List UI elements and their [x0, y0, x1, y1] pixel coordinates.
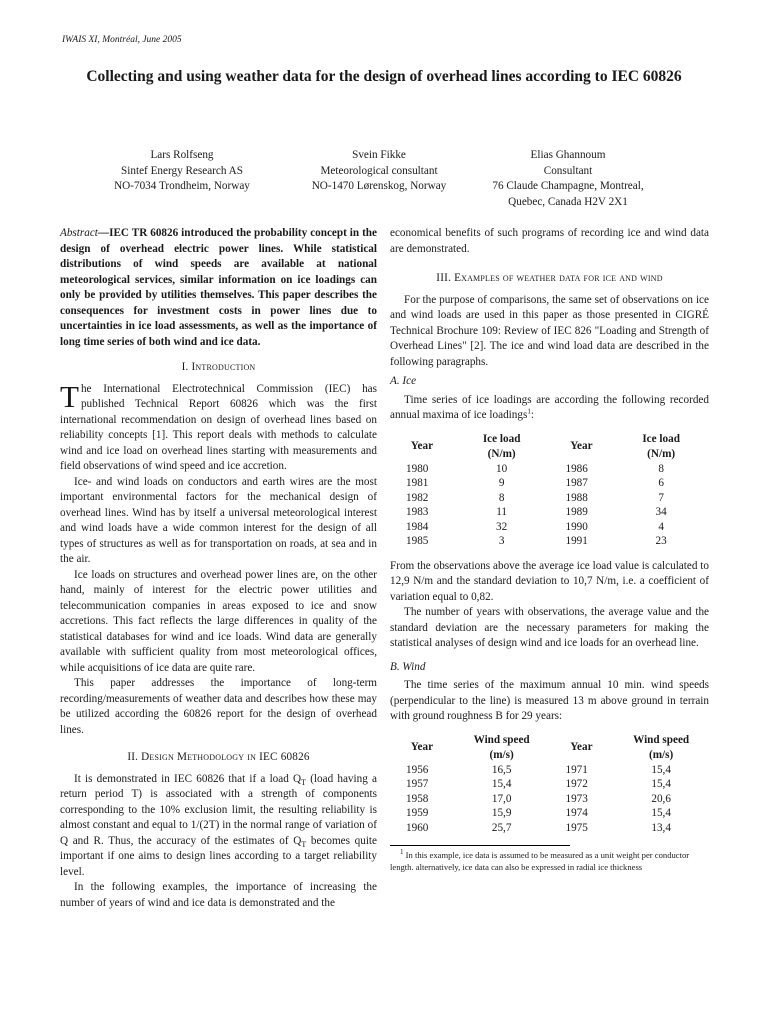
- subscript: T: [301, 777, 306, 787]
- section-heading-examples: III. Examples of weather data for ice and wind: [436, 272, 663, 284]
- year-cell: 1991: [565, 535, 588, 547]
- table-header: Ice load (N/m): [482, 432, 521, 460]
- year-cell: 1982: [406, 491, 429, 504]
- text-run: (load having a return period T) is associated with a strength of components corresponding to the 10% exclusion limit, the resulting reliability is almost constant and equal to 1/(2T) in the normal range of variation of Q and R. Thus, the accuracy of the estimates of Q: [60, 772, 377, 847]
- right-column: [390, 226, 709, 873]
- examples-paragraph: For the purpose of comparisons, the same set of observations on ice and wind loads are used in this paper as those presented in CIGRÉ Technical Brochure 109: Review of IEC 826 "Loading and Strength of Overhead Lines" [2]. The ice and wind load data are described in the following paragraphs.: [390, 293, 709, 368]
- author-name: Elias Ghannoum: [530, 149, 606, 161]
- year-cell: 1959: [406, 807, 429, 819]
- value-cell: 8: [498, 491, 505, 504]
- author-block-1: [92, 148, 272, 195]
- value-cell: 15,4: [651, 807, 671, 819]
- value-cell: 15,4: [651, 778, 671, 790]
- year-cell: 1981: [406, 477, 429, 489]
- author-affiliation: Sintef Energy Research AS: [121, 164, 243, 177]
- author-address: NO-7034 Trondheim, Norway: [114, 180, 250, 192]
- footnote-rule: [390, 845, 570, 846]
- value-cell: 10: [496, 462, 508, 475]
- paper-title: Collecting and using weather data for the design of overhead lines according to IEC 60826: [86, 68, 682, 85]
- year-cell: 1974: [565, 807, 588, 819]
- year-cell: 1972: [565, 778, 588, 790]
- footnote-mark: 1: [400, 848, 404, 857]
- author-affiliation: Meteorological consultant: [320, 164, 438, 177]
- table-header: Year: [570, 440, 593, 452]
- table-row: [390, 491, 709, 506]
- subsection-heading-ice: A. Ice: [390, 375, 417, 387]
- intro-paragraph-1: [60, 378, 377, 475]
- year-cell: 1983: [406, 506, 429, 518]
- value-cell: 32: [496, 520, 508, 533]
- value-cell: 34: [655, 506, 667, 518]
- table-header-row: [390, 432, 709, 462]
- table-row: [390, 763, 709, 778]
- wind-speed-table: [390, 733, 709, 836]
- value-cell: 7: [658, 491, 664, 504]
- ice-paragraph-2: From the observations above the average ice load value is calculated to 12,9 N/m and the standard deviation to 10,7 N/m, i.e. a coefficient of variation equal to 0,82.: [390, 559, 709, 603]
- intro-paragraph-4: This paper addresses the importance of long-term recording/measurements of weather data and describes how these may be utilized according the 60826 report for the design of overhead lines.: [60, 677, 377, 736]
- author-block-3: [468, 148, 668, 210]
- text-run: becomes quite important if one aims to design lines according to a target reliability level.: [60, 834, 377, 878]
- drop-cap: T: [60, 378, 79, 414]
- author-address-line2: Quebec, Canada H2V 2X1: [508, 195, 628, 208]
- continued-paragraph: economical benefits of such programs of recording ice and wind data are demonstrated.: [390, 227, 709, 255]
- year-cell: 1971: [565, 763, 588, 776]
- author-address: NO-1470 Lørenskog, Norway: [311, 180, 447, 192]
- table-row: [390, 792, 709, 807]
- year-cell: 1960: [406, 821, 429, 834]
- intro-paragraph-2: Ice- and wind loads on conductors and earth wires are the most important environmental factors for the mechanical design of overhead lines. Wind has by itself a universal meteorological interest and wind loads have a wide common interest for the design of all types of structures as well as for transportation on roads, at sea and in the air.: [60, 475, 377, 565]
- year-cell: 1958: [406, 792, 429, 805]
- text-run: :: [530, 409, 534, 421]
- table-row: [390, 505, 709, 520]
- year-cell: 1956: [406, 763, 429, 776]
- table-row: [390, 821, 709, 836]
- methodology-paragraph-1: [60, 772, 377, 881]
- table-header: Year: [410, 440, 434, 452]
- table-row: [390, 520, 709, 535]
- value-cell: 13,4: [651, 821, 671, 834]
- section-heading-methodology: II. Design Methodology in IEC 60826: [127, 751, 310, 763]
- value-cell: 17,0: [491, 792, 512, 805]
- value-cell: 15,9: [491, 807, 512, 819]
- footnote-mark: 1: [527, 407, 531, 416]
- author-block-2: [279, 148, 479, 195]
- abstract: [60, 226, 377, 350]
- text-run: It is demonstrated in IEC 60826 that if a load Q: [74, 772, 302, 785]
- value-cell: 8: [658, 462, 664, 475]
- value-cell: 15,4: [491, 778, 512, 790]
- abstract-text: —IEC TR 60826 introduced the probability concept in the design of overhead electric power lines. While statistical distributions of wind speeds are available at national meteorological services, similar information on ice loadings can only be provided by utilities themselves. This paper describes the consequences for investment costs in power lines due to uncertainties in ice load assessments, as well as the importance of long time series of both wind and ice data.: [60, 227, 377, 348]
- author-affiliation: Consultant: [543, 164, 593, 177]
- table-header: Ice load (N/m): [642, 432, 680, 460]
- year-cell: 1986: [565, 462, 588, 475]
- year-cell: 1985: [406, 535, 429, 547]
- year-cell: 1957: [406, 778, 429, 790]
- table-header: Year: [410, 741, 434, 753]
- table-row: [390, 462, 709, 477]
- ice-paragraph-1: [390, 393, 709, 424]
- value-cell: 23: [655, 535, 667, 547]
- footnote: [390, 849, 709, 873]
- methodology-paragraph-2: In the following examples, the importance of increasing the number of years of wind and ice data is demonstrated and the: [60, 881, 377, 909]
- value-cell: 11: [496, 506, 508, 518]
- section-heading-introduction: I. Introduction: [181, 361, 256, 373]
- year-cell: 1980: [406, 462, 429, 475]
- value-cell: 3: [498, 535, 505, 547]
- author-name: Svein Fikke: [352, 149, 406, 161]
- year-cell: 1973: [565, 792, 588, 805]
- table-header: Wind speed (m/s): [633, 733, 690, 761]
- table-row: [390, 534, 709, 549]
- year-cell: 1990: [565, 520, 588, 533]
- subscript: T: [301, 839, 307, 849]
- table-row: [390, 777, 709, 792]
- value-cell: 6: [658, 477, 664, 489]
- value-cell: 9: [498, 477, 505, 489]
- left-column: [60, 226, 377, 911]
- footnote-text: In this example, ice data is assumed to be measured as a unit weight per conductor length. alternatively, ice data can also be expressed in radial ice thickness: [390, 850, 690, 872]
- table-header: Wind speed (m/s): [473, 733, 530, 761]
- year-cell: 1988: [565, 491, 588, 504]
- ice-load-table: [390, 432, 709, 549]
- wind-paragraph-1: The time series of the maximum annual 10 min. wind speeds (perpendicular to the line) is measured 13 m above ground in terrain with ground roughness B for 29 years:: [390, 679, 709, 722]
- running-header: IWAIS XI, Montréal, June 2005: [62, 35, 182, 45]
- text-run: Time series of ice loadings are according the following recorded annual maxima of ice loadings: [390, 393, 709, 421]
- author-name: Lars Rolfseng: [150, 149, 214, 161]
- table-header: Year: [570, 741, 593, 753]
- value-cell: 20,6: [651, 792, 671, 805]
- year-cell: 1975: [565, 821, 588, 834]
- value-cell: 16,5: [491, 763, 512, 776]
- ice-paragraph-3: The number of years with observations, the average value and the standard deviation are the necessary parameters for making the statistical analyses of design wind and ice loads for an overhead line.: [390, 606, 709, 649]
- year-cell: 1987: [565, 477, 588, 489]
- intro-paragraph-3: Ice loads on structures and overhead power lines are, on the other hand, mainly of interest for the electric power utilities and telecommunication companies in areas exposed to ice and snow accretions. This fact reflects the large differences in quality of the statistical databases for wind and ice loads. Wind data are generally available with sufficient quality from most meteorological offices, while acquisitions of ice data are quite rare.: [60, 568, 377, 674]
- value-cell: 4: [658, 520, 664, 533]
- value-cell: 25,7: [491, 821, 512, 834]
- intro-paragraph-1-text: he International Electrotechnical Commission (IEC) has published Technical Report 60826 which was the first international recommendation on design of overhead lines based on reliability concepts [1]. This report deals with methods to calculate wind and ice load on overhead lines starting with measurements and field observations of wind speed and ice accretion.: [60, 382, 377, 472]
- subsection-heading-wind: B. Wind: [390, 660, 426, 673]
- table-header-row: [390, 733, 709, 763]
- author-address: 76 Claude Champagne, Montreal,: [492, 180, 644, 192]
- year-cell: 1984: [406, 520, 429, 533]
- value-cell: 15,4: [651, 763, 671, 776]
- abstract-label: Abstract: [60, 227, 98, 239]
- table-row: [390, 476, 709, 491]
- table-row: [390, 806, 709, 821]
- year-cell: 1989: [565, 506, 588, 518]
